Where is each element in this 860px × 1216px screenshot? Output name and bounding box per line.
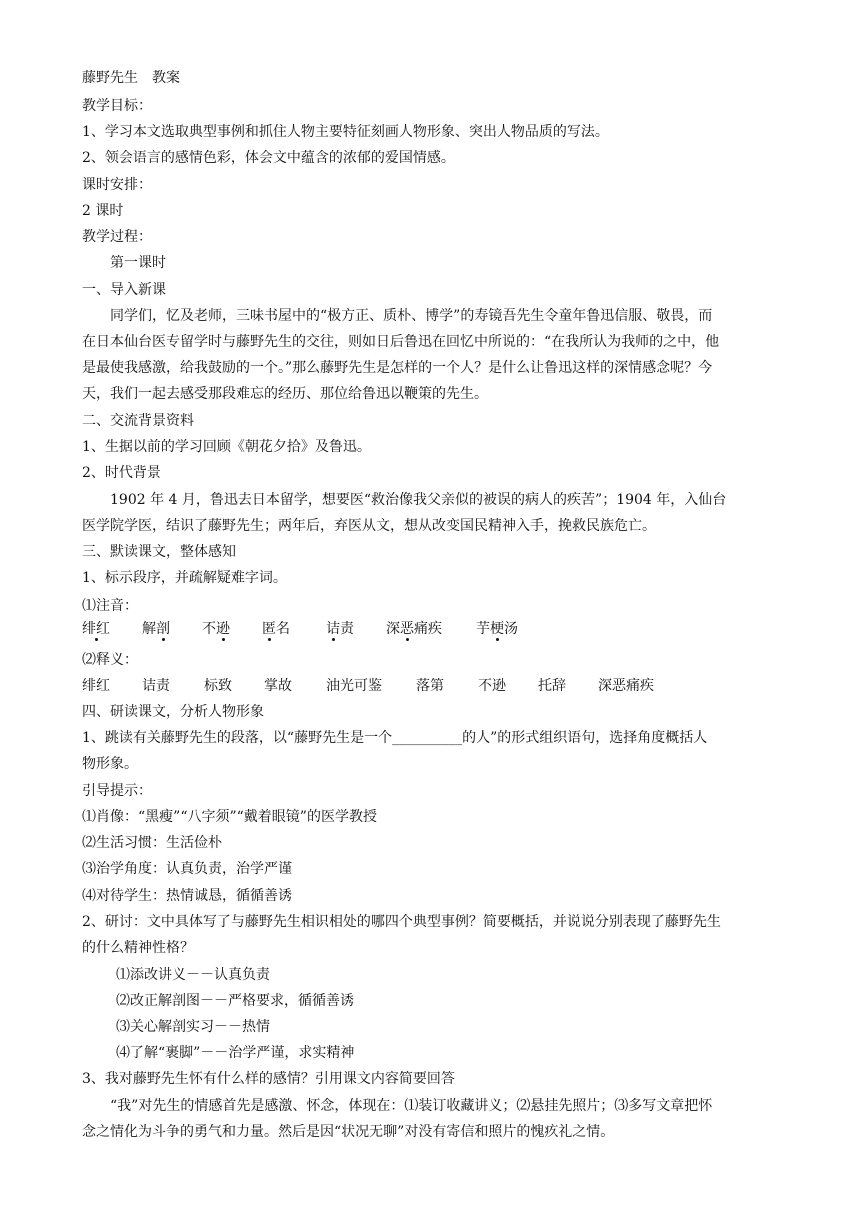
define-heading: ⑵释义： bbox=[82, 652, 138, 668]
process-heading: 教学过程： bbox=[82, 229, 152, 245]
schedule-heading: 课时安排： bbox=[82, 177, 152, 193]
paragraph-line: 医学院学医，结识了藤野先生；两年后，弃医从文，想从改变国民精神入手，挽救民族危亡。 bbox=[82, 518, 656, 534]
define-word: 托辞 bbox=[538, 678, 566, 694]
hint-item: ⑵生活习惯：生活俭朴 bbox=[82, 835, 222, 851]
list-item: 2、研讨：文中具体写了与藤野先生相识相处的哪四个典型事例？简要概括，并说说分别表现了藤野先生 bbox=[82, 914, 721, 930]
pinyin-word: 匿名 bbox=[262, 621, 290, 637]
pinyin-word: 芋梗汤 bbox=[476, 621, 518, 637]
define-word: 深恶痛疾 bbox=[598, 678, 654, 694]
hint-item: ⑷对待学生：热情诚恳，循循善诱 bbox=[82, 888, 292, 904]
pinyin-word: 解剖 bbox=[142, 621, 170, 637]
pinyin-word: 深恶痛疾 bbox=[386, 621, 442, 637]
event-item: ⑷了解“裹脚”－－治学严谨，求实精神 bbox=[116, 1045, 355, 1061]
event-item: ⑶关心解剖实习－－热情 bbox=[116, 1019, 270, 1035]
list-item: 1、生据以前的学习回顾《朝花夕拾》及鲁迅。 bbox=[82, 439, 371, 455]
hint-heading: 引导提示： bbox=[82, 783, 152, 799]
paragraph-line: 同学们，忆及老师，三味书屋中的“极方正、质朴、博学”的寿镜吾先生令童年鲁迅信服、敬畏，而 bbox=[110, 308, 713, 324]
hint-item: ⑶治学角度：认真负责，治学严谨 bbox=[82, 861, 292, 877]
define-word: 标致 bbox=[204, 678, 232, 694]
define-word: 掌故 bbox=[264, 678, 292, 694]
section-heading: 一、导入新课 bbox=[82, 282, 166, 298]
goal-item: 1、学习本文选取典型事例和抓住人物主要特征刻画人物形象、突出人物品质的写法。 bbox=[82, 124, 609, 140]
define-word: 落第 bbox=[416, 678, 444, 694]
hint-item: ⑴肖像：“黑瘦”“八字须”“戴着眼镜”的医学教授 bbox=[82, 809, 377, 825]
pinyin-word: 不逊 bbox=[202, 621, 230, 637]
paragraph-line: 是最使我感激，给我鼓励的一个。”那么藤野先生是怎样的一个人？是什么让鲁迅这样的深情感念呢？今 bbox=[82, 360, 713, 376]
paragraph-line: 1902 年 4 月，鲁迅去日本留学，想要医“救治像我父亲似的被误的病人的疾苦”；1904 年，入仙台 bbox=[110, 492, 727, 508]
define-word: 油光可鉴 bbox=[326, 678, 382, 694]
lesson1-heading: 第一课时 bbox=[110, 255, 166, 271]
list-item-cont: 的什么精神性格？ bbox=[82, 940, 194, 956]
list-item: 1、跳读有关藤野先生的段落，以“藤野先生是一个__________的人”的形式组织语句，选择角度概括人 bbox=[82, 730, 708, 746]
paragraph-line: 念之情化为斗争的勇气和力量。然后是因“状况无聊”对没有寄信和照片的愧疚礼之情。 bbox=[82, 1124, 615, 1140]
section-heading: 四、研读课文，分析人物形象 bbox=[82, 704, 264, 720]
event-item: ⑴添改讲义－－认真负责 bbox=[116, 967, 270, 983]
pinyin-word: 绯红 bbox=[82, 621, 110, 637]
list-item: 3、我对藤野先生怀有什么样的感情？引用课文内容简要回答 bbox=[82, 1071, 455, 1087]
section-heading: 三、默读课文，整体感知 bbox=[82, 544, 236, 560]
paragraph-line: 在日本仙台医专留学时与藤野先生的交往，则如日后鲁迅在回忆中所说的：“在我所认为我师的之中，他 bbox=[82, 334, 720, 350]
pinyin-heading: ⑴注音： bbox=[82, 598, 138, 614]
list-item-cont: 物形象。 bbox=[82, 756, 138, 772]
paragraph-line: 天，我们一起去感受那段难忘的经历、那位给鲁迅以鞭策的先生。 bbox=[82, 386, 488, 402]
paragraph-line: “我”对先生的情感首先是感激、怀念，体现在：⑴装订收藏讲义；⑵悬挂先照片；⑶多写文章把怀 bbox=[110, 1098, 713, 1114]
define-word: 诘责 bbox=[142, 678, 170, 694]
doc-title: 藤野先生 教案 bbox=[82, 70, 180, 86]
define-word: 不逊 bbox=[478, 678, 506, 694]
list-item: 1、标示段序，并疏解疑难字词。 bbox=[82, 570, 287, 586]
schedule-value: 2 课时 bbox=[82, 203, 124, 219]
pinyin-word: 诘责 bbox=[326, 621, 354, 637]
define-word: 绯红 bbox=[82, 678, 110, 694]
event-item: ⑵改正解剖图－－严格要求，循循善诱 bbox=[116, 993, 354, 1009]
goals-heading: 教学目标： bbox=[82, 98, 152, 114]
goal-item: 2、领会语言的感情色彩，体会文中蕴含的浓郁的爱国情感。 bbox=[82, 150, 455, 166]
list-item: 2、时代背景 bbox=[82, 465, 161, 481]
section-heading: 二、交流背景资料 bbox=[82, 413, 194, 429]
